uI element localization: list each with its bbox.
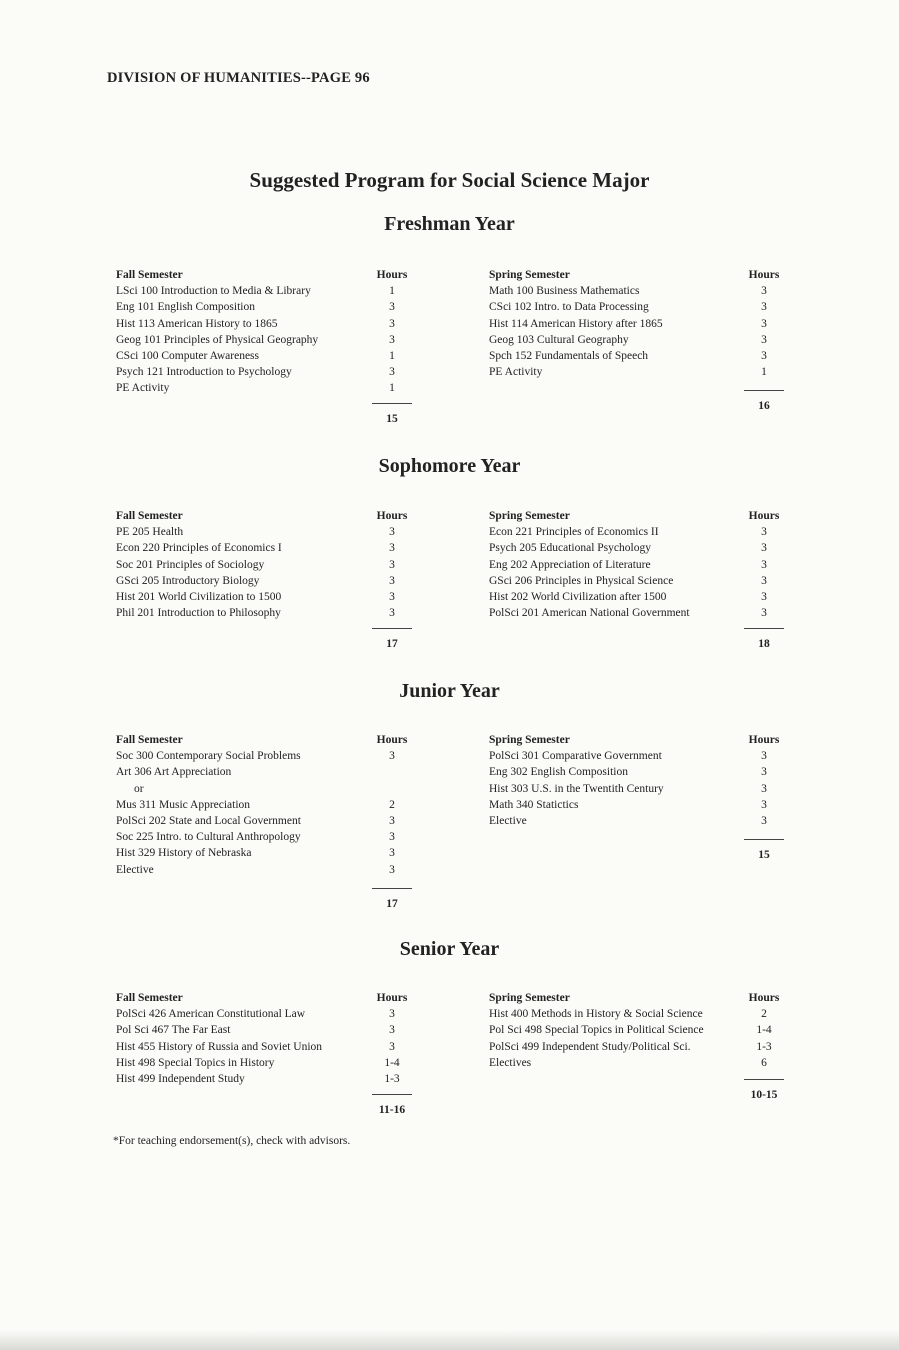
sophomore-year-spring-column — [489, 508, 786, 621]
course-name: Hist 303 U.S. in the Twentith Century — [489, 782, 664, 795]
course-row — [489, 764, 786, 780]
course-row — [116, 845, 414, 861]
course-name: GSci 205 Introductory Biology — [116, 574, 260, 587]
freshman-year-fall-total: 15 — [386, 413, 398, 425]
page-bottom-shade — [0, 1330, 899, 1350]
course-row — [116, 332, 414, 348]
course-hours: 3 — [761, 542, 767, 555]
course-row — [489, 781, 786, 797]
course-hours: 3 — [761, 607, 767, 620]
fall-header-row — [116, 267, 414, 283]
course-row — [116, 283, 414, 299]
junior-year-spring-column — [489, 732, 786, 829]
course-name: Hist 202 World Civilization after 1500 — [489, 590, 667, 603]
senior-year-spring-total: 10-15 — [750, 1089, 778, 1101]
course-row — [116, 589, 414, 605]
course-row — [489, 540, 786, 556]
course-hours: 3 — [761, 766, 767, 779]
course-name: Econ 220 Principles of Economics I — [116, 542, 282, 555]
senior-year-title: Senior Year — [399, 938, 500, 960]
fall-header-row — [116, 508, 414, 524]
freshman-year-title: Freshman Year — [384, 213, 515, 235]
junior-year-fall-total: 17 — [386, 898, 398, 910]
course-row — [489, 813, 786, 829]
course-row — [116, 316, 414, 332]
spring-header-row — [489, 267, 786, 283]
course-row — [116, 605, 414, 621]
hours-label: Hours — [376, 269, 408, 281]
junior-year-fall-total-line — [372, 888, 412, 889]
fall-semester-label: Fall Semester — [116, 992, 183, 1004]
junior-year-spring-total: 15 — [758, 849, 770, 861]
course-name: PolSci 202 State and Local Government — [116, 814, 301, 827]
fall-semester-label: Fall Semester — [116, 510, 183, 522]
course-row — [116, 380, 414, 396]
course-hours: 1-4 — [384, 1056, 400, 1069]
course-row — [489, 1055, 786, 1071]
course-name: Soc 201 Principles of Sociology — [116, 558, 265, 571]
course-name: Elective — [116, 863, 154, 876]
course-name: Hist 499 Independent Study — [116, 1072, 245, 1085]
hours-label: Hours — [376, 992, 408, 1004]
course-row — [489, 1039, 786, 1055]
course-name: Psych 121 Introduction to Psychology — [116, 366, 292, 379]
course-hours: 3 — [389, 814, 395, 827]
course-name: Pol Sci 498 Special Topics in Political Science — [489, 1024, 704, 1037]
course-hours: 3 — [389, 831, 395, 844]
course-name: Econ 221 Principles of Economics II — [489, 526, 659, 539]
course-hours: 3 — [761, 558, 767, 571]
course-row — [116, 1039, 414, 1055]
page-header: DIVISION OF HUMANITIES--PAGE 96 — [107, 70, 370, 86]
course-hours: 3 — [761, 317, 767, 330]
spring-header-row — [489, 508, 786, 524]
course-row — [116, 524, 414, 540]
course-hours: 1 — [389, 382, 395, 395]
fall-header-row — [116, 990, 414, 1006]
course-row — [489, 524, 786, 540]
course-row — [116, 540, 414, 556]
course-name: PolSci 426 American Constitutional Law — [116, 1008, 306, 1021]
course-name: PE Activity — [116, 382, 170, 395]
course-hours: 6 — [761, 1056, 767, 1069]
course-name: Hist 114 American History after 1865 — [489, 317, 663, 330]
course-row — [116, 364, 414, 380]
junior-year-fall-column — [116, 732, 414, 878]
sophomore-year-spring-total-line — [744, 628, 784, 629]
course-hours: 3 — [389, 574, 395, 587]
sophomore-year-fall-total: 17 — [386, 638, 398, 650]
course-name: PolSci 201 American National Government — [489, 607, 690, 620]
course-row — [116, 813, 414, 829]
course-row — [116, 781, 414, 797]
course-name: Hist 113 American History to 1865 — [116, 317, 278, 330]
course-hours: 1 — [389, 349, 395, 362]
course-row — [116, 557, 414, 573]
course-row — [116, 1022, 414, 1038]
course-hours: 3 — [761, 814, 767, 827]
course-hours: 3 — [761, 574, 767, 587]
course-name: Geog 103 Cultural Geography — [489, 333, 629, 346]
hours-label: Hours — [748, 992, 780, 1004]
course-hours: 3 — [389, 542, 395, 555]
course-row — [116, 797, 414, 813]
freshman-year-spring-total: 16 — [758, 400, 770, 412]
sophomore-year-fall-column — [116, 508, 414, 621]
course-name: Eng 302 English Composition — [489, 766, 628, 779]
course-name: Hist 329 History of Nebraska — [116, 847, 252, 860]
spring-semester-label: Spring Semester — [489, 734, 570, 746]
course-name: Hist 201 World Civilization to 1500 — [116, 590, 282, 603]
course-name: Eng 101 English Composition — [116, 301, 255, 314]
hours-label: Hours — [376, 734, 408, 746]
course-name: PE Activity — [489, 366, 543, 379]
course-hours: 2 — [389, 798, 395, 811]
course-name: Hist 498 Special Topics in History — [116, 1056, 275, 1069]
course-row — [489, 283, 786, 299]
course-row — [489, 748, 786, 764]
course-hours: 3 — [761, 590, 767, 603]
freshman-year-spring-total-line — [744, 390, 784, 391]
course-name: PolSci 499 Independent Study/Political Sci. — [489, 1040, 691, 1053]
hours-label: Hours — [376, 510, 408, 522]
course-row — [489, 348, 786, 364]
course-row — [489, 364, 786, 380]
footnote: *For teaching endorsement(s), check with advisors. — [113, 1135, 351, 1147]
course-hours: 1-4 — [756, 1024, 772, 1037]
course-hours: 1-3 — [756, 1040, 772, 1053]
hours-label: Hours — [748, 510, 780, 522]
course-row — [489, 332, 786, 348]
senior-year-spring-column — [489, 990, 786, 1071]
course-row — [116, 748, 414, 764]
hours-label: Hours — [748, 269, 780, 281]
course-name: Soc 225 Intro. to Cultural Anthropology — [116, 831, 301, 844]
course-name: Math 340 Statictics — [489, 798, 579, 811]
course-row — [489, 573, 786, 589]
course-row — [116, 1071, 414, 1087]
course-hours: 3 — [761, 798, 767, 811]
freshman-year-fall-column — [116, 267, 414, 397]
course-row — [489, 797, 786, 813]
course-name: Electives — [489, 1056, 532, 1069]
course-row — [489, 557, 786, 573]
course-hours: 3 — [761, 750, 767, 763]
course-row — [116, 1055, 414, 1071]
senior-year-spring-total-line — [744, 1079, 784, 1080]
course-row — [116, 573, 414, 589]
senior-year-fall-total: 11-16 — [378, 1104, 406, 1116]
course-row — [489, 1022, 786, 1038]
spring-semester-label: Spring Semester — [489, 510, 570, 522]
course-name: PE 205 Health — [116, 526, 184, 539]
course-hours: 3 — [389, 1024, 395, 1037]
senior-year-fall-column — [116, 990, 414, 1087]
fall-header-row — [116, 732, 414, 748]
course-row — [489, 1006, 786, 1022]
course-name: Spch 152 Fundamentals of Speech — [489, 349, 649, 362]
course-name: Psych 205 Educational Psychology — [489, 542, 651, 555]
course-row — [489, 316, 786, 332]
course-row — [489, 605, 786, 621]
course-hours: 3 — [389, 1040, 395, 1053]
course-row — [116, 862, 414, 878]
course-row — [116, 764, 414, 780]
course-name: Math 100 Business Mathematics — [489, 285, 640, 298]
course-name: PolSci 301 Comparative Government — [489, 750, 662, 763]
course-hours: 3 — [389, 317, 395, 330]
freshman-year-fall-total-line — [372, 403, 412, 404]
course-name: Phil 201 Introduction to Philosophy — [116, 607, 281, 620]
senior-year-fall-total-line — [372, 1094, 412, 1095]
freshman-year-spring-column — [489, 267, 786, 380]
course-hours: 1 — [761, 366, 767, 379]
course-hours: 3 — [389, 558, 395, 571]
course-row — [116, 348, 414, 364]
course-row — [116, 1006, 414, 1022]
sophomore-year-fall-total-line — [372, 628, 412, 629]
course-name: CSci 102 Intro. to Data Processing — [489, 301, 649, 314]
course-hours: 3 — [761, 349, 767, 362]
junior-year-spring-total-line — [744, 839, 784, 840]
course-hours: 3 — [761, 285, 767, 298]
course-row — [116, 829, 414, 845]
course-hours: 3 — [761, 333, 767, 346]
course-hours: 3 — [389, 526, 395, 539]
course-name: Soc 300 Contemporary Social Problems — [116, 750, 301, 763]
course-hours: 2 — [761, 1008, 767, 1021]
sophomore-year-spring-total: 18 — [758, 638, 770, 650]
course-row — [489, 299, 786, 315]
course-name: Pol Sci 467 The Far East — [116, 1024, 231, 1037]
spring-semester-label: Spring Semester — [489, 992, 570, 1004]
course-hours: 3 — [761, 301, 767, 314]
course-name: LSci 100 Introduction to Media & Library — [116, 285, 311, 298]
course-hours: 3 — [389, 607, 395, 620]
course-hours: 3 — [761, 526, 767, 539]
course-hours: 3 — [389, 847, 395, 860]
course-name: Hist 455 History of Russia and Soviet Union — [116, 1040, 323, 1053]
course-hours: 3 — [389, 333, 395, 346]
sophomore-year-title: Sophomore Year — [378, 455, 521, 477]
spring-header-row — [489, 990, 786, 1006]
course-hours: 3 — [389, 366, 395, 379]
course-name: Mus 311 Music Appreciation — [116, 798, 251, 811]
spring-header-row — [489, 732, 786, 748]
spring-semester-label: Spring Semester — [489, 269, 570, 281]
course-hours: 3 — [761, 782, 767, 795]
hours-label: Hours — [748, 734, 780, 746]
course-hours: 1 — [389, 285, 395, 298]
page-title: Suggested Program for Social Science Major — [249, 168, 650, 192]
course-hours: 1-3 — [384, 1072, 400, 1085]
course-row — [489, 589, 786, 605]
course-hours: 3 — [389, 863, 395, 876]
course-name: Elective — [489, 814, 527, 827]
course-name: or — [134, 782, 144, 795]
course-name: GSci 206 Principles in Physical Science — [489, 574, 674, 587]
course-row — [116, 299, 414, 315]
course-name: CSci 100 Computer Awareness — [116, 349, 259, 362]
fall-semester-label: Fall Semester — [116, 269, 183, 281]
course-name: Geog 101 Principles of Physical Geography — [116, 333, 319, 346]
fall-semester-label: Fall Semester — [116, 734, 183, 746]
course-hours: 3 — [389, 590, 395, 603]
course-hours: 3 — [389, 1008, 395, 1021]
course-name: Hist 400 Methods in History & Social Science — [489, 1008, 703, 1021]
course-hours: 3 — [389, 750, 395, 763]
course-name: Eng 202 Appreciation of Literature — [489, 558, 651, 571]
junior-year-title: Junior Year — [399, 680, 500, 702]
course-hours: 3 — [389, 301, 395, 314]
course-name: Art 306 Art Appreciation — [116, 766, 232, 779]
